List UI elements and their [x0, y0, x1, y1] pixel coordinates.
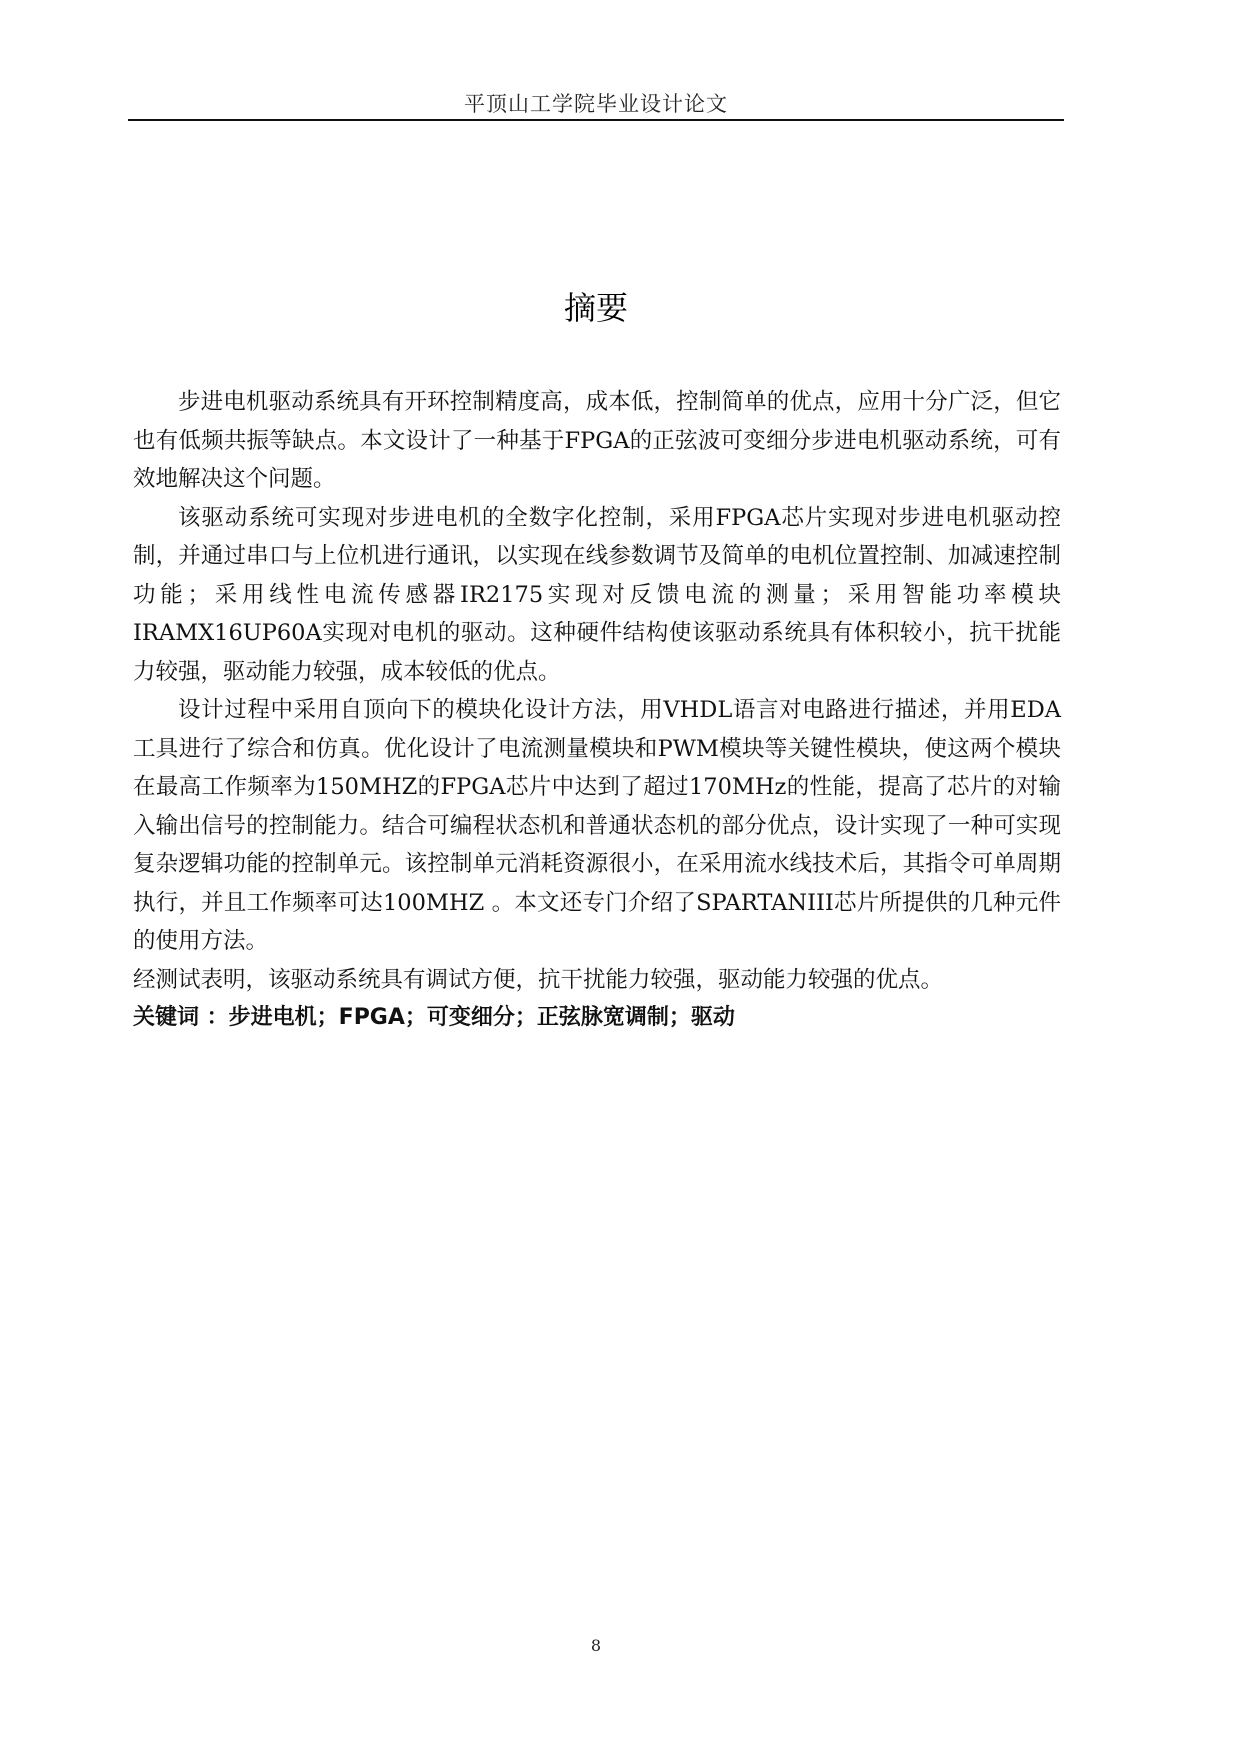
abstract-title: 摘要: [563, 289, 628, 327]
abstract-body: [133, 383, 1061, 1038]
keywords-line: 关键词 ：步进电机；FPGA；可变细分；正弦脉宽调制；驱动: [133, 1005, 735, 1030]
abstract-paragraph-1: 步进电机驱动系统具有开环控制精度高，成本低，控制简单的优点，应用十分广泛，但它也有低频共振等缺点。本文设计了一种基于FPGA的正弦波可变细分步进电机驱动系统，可有效地解决这个问题。: [133, 389, 1061, 492]
page-number: 8: [590, 1636, 602, 1655]
abstract-paragraph-2: 该驱动系统可实现对步进电机的全数字化控制，采用FPGA芯片实现对步进电机驱动控制，并通过串口与上位机进行通讯，以实现在线参数调节及简单的电机位置控制、加减速控制功能；采用线性电流传感器IR2175实现对反馈电流的测量；采用智能功率模块IRAMX16UP60A实现对电机的驱动。这种硬件结构使该驱动系统具有体积较小，抗干扰能力较强，驱动能力较强，成本较低的优点。: [133, 504, 1061, 685]
abstract-paragraph-3: 设计过程中采用自顶向下的模块化设计方法，用VHDL语言对电路进行描述，并用EDA工具进行了综合和仿真。优化设计了电流测量模块和PWM模块等关键性模块，使这两个模块在最高工作频率为150MHZ的FPGA芯片中达到了超过170MHz的性能，提高了芯片的对输入输出信号的控制能力。结合可编程状态机和普通状态机的部分优点，设计实现了一种可实现复杂逻辑功能的控制单元。该控制单元消耗资源很小，在采用流水线技术后，其指令可单周期执行，并且工作频率可达100MHZ 。本文还专门介绍了SPARTANIII芯片所提供的几种元件的使用方法。: [133, 697, 1061, 954]
abstract-conclusion: 经测试表明，该驱动系统具有调试方便，抗干扰能力较强，驱动能力较强的优点。: [133, 966, 944, 993]
header-rule: [128, 119, 1064, 121]
running-header: 平顶山工学院毕业设计论文: [464, 92, 728, 116]
